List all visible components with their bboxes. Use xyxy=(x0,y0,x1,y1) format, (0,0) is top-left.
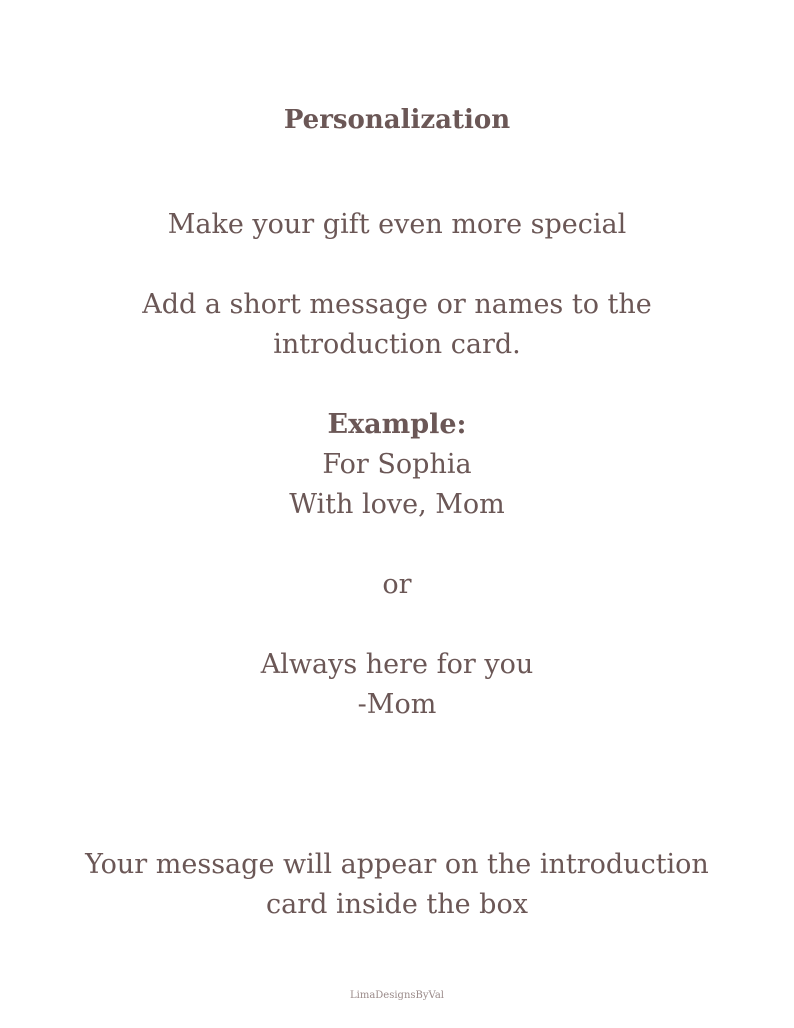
footer-credit: LimaDesignsByVal xyxy=(350,990,444,1001)
alternative-line-2: -Mom xyxy=(357,689,437,720)
example-line-1: For Sophia xyxy=(322,449,472,480)
alternative-line-1: Always here for you xyxy=(260,649,534,680)
page-title: Personalization xyxy=(283,105,511,135)
instruction-line-2: introduction card. xyxy=(273,329,521,360)
note-line-1: Your message will appear on the introduction xyxy=(85,849,709,880)
instruction-line-1: Add a short message or names to the xyxy=(142,289,652,320)
example-label: Example: xyxy=(327,409,467,440)
subheading: Make your gift even more special xyxy=(167,209,627,240)
separator-text: or xyxy=(382,569,412,600)
note-line-2: card inside the box xyxy=(266,889,528,920)
example-line-2: With love, Mom xyxy=(289,489,505,520)
